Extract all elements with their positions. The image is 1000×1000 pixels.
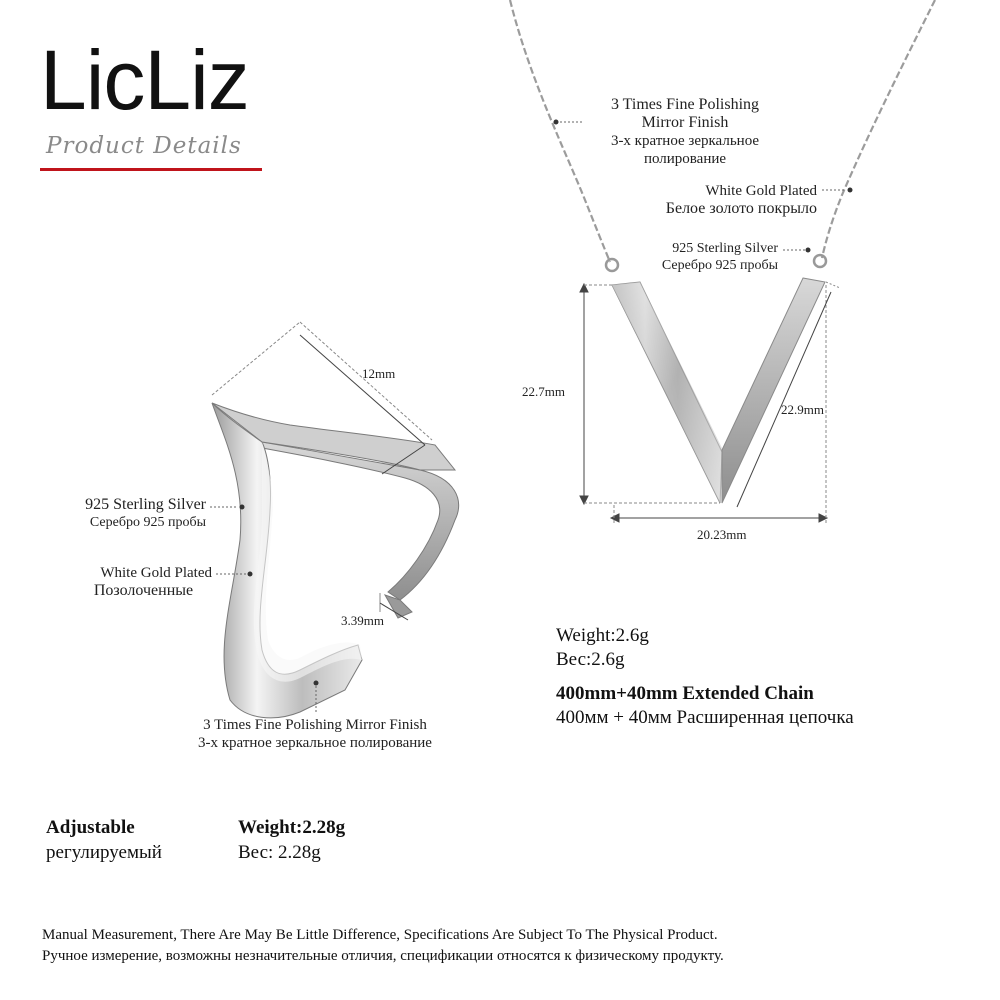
ring-silver-ru: Серебро 925 пробы [89,515,206,530]
brand-logo: LicLiz [40,33,249,127]
ring-plated-ru: Позолоченные [93,582,194,599]
necklace-side-dimension: 22.9mm [781,402,824,417]
brand-underline [40,168,262,171]
ring-weight-en: Weight:2.28g [238,817,346,838]
ring [212,403,459,718]
necklace-plated-label [590,182,817,218]
necklace-plated-ru: Белое золото покрыло [665,200,817,217]
necklace-polish-en-2: Mirror Finish [641,114,729,131]
necklace-polish-ru-2: полирование [643,151,727,167]
ring-width-dimension: 12mm [362,366,396,381]
ring-adjustable-en: Adjustable [46,817,135,838]
necklace-weight-en: Weight:2.6g [556,625,649,646]
brand-subtitle: Product Details [46,133,242,159]
ring-band-dimension: 3.39mm [341,613,384,628]
necklace-height-dimension: 22.7mm [522,384,565,399]
necklace-plated-en: White Gold Plated [705,183,817,199]
necklace-polish-en-1: 3 Times Fine Polishing [610,96,760,113]
footer-disclaimer-ru: Ручное измерение, возможны незначительные отличия, спецификации относятся к физическому продукту. [42,948,724,964]
ring-polish-ru: 3-х кратное зеркальное полирование [198,735,432,751]
ring-silver-en: 925 Sterling Silver [85,496,206,513]
ring-silver-label [20,496,206,532]
ring-weight-ru: Вес: 2.28g [238,842,321,863]
footer-disclaimer-en: Manual Measurement, There Are May Be Little Difference, Specifications Are Subject To The Physical Product. [42,927,718,943]
ring-plated-label [20,564,212,600]
necklace-silver-ru: Серебро 925 пробы [661,258,778,273]
ring-plated-en: White Gold Plated [100,565,212,581]
necklace-width-dimension: 20.23mm [697,527,747,542]
necklace-silver-label [600,240,778,274]
necklace-polish-label [575,96,795,168]
necklace-polish-ru-1: 3-х кратное зеркальное [610,133,760,149]
necklace-chain-ru: 400мм + 40мм Расширенная цепочка [556,707,854,728]
ring-polish-en: 3 Times Fine Polishing Mirror Finish [203,717,427,733]
ring-polish-label [130,716,500,752]
necklace-silver-en: 925 Sterling Silver [672,241,778,256]
ring-adjustable-ru: регулируемый [46,842,162,863]
v-pendant [612,278,825,503]
necklace-weight-ru: Вес:2.6g [556,649,625,670]
pendant-loop-right [814,255,826,267]
necklace-chain-en: 400mm+40mm Extended Chain [556,683,814,704]
